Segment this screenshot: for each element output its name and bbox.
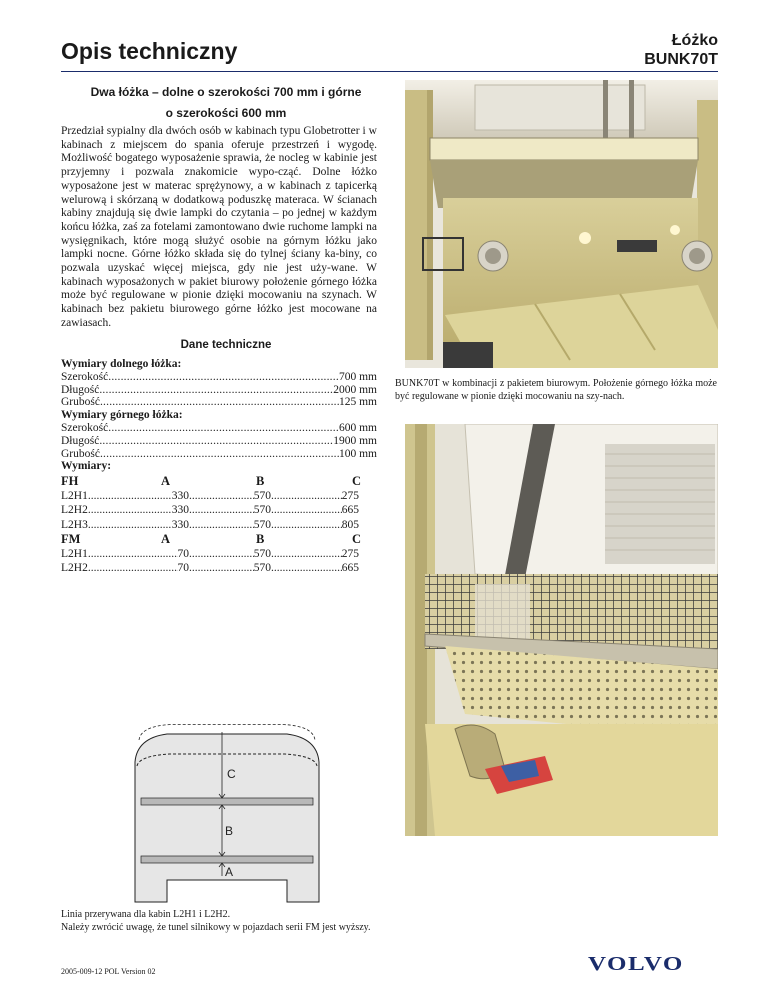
section-heading-line1: Dwa łóżka – dolne o szerokości 700 mm i górne xyxy=(90,85,362,99)
table-header-fm xyxy=(61,532,361,547)
col-header: FH xyxy=(61,474,79,488)
bunk-photo-cabin xyxy=(405,80,718,368)
value-b: 570 xyxy=(253,562,271,574)
col-header: C xyxy=(351,532,361,546)
spec-row xyxy=(61,371,377,384)
product-code: BUNK70T xyxy=(644,51,718,68)
spec-label: Szerokość xyxy=(61,421,109,434)
intro-paragraph: Przedział sypialny dla dwóch osób w kabinach typu Globetrotter i w kabinach z miejscem do spania oferuje przestrzeń i wygodę. Możliwość bogatego wyposażenie sprawia, że nocleg w kabinie jest przyjemny i pozwala znakomicie wypo-cząć. Dolne łóżko wyposażone jest w materac sprężynowy, a w kabinach z tapicerką welurową i skórzaną w dodatkową poduszkę materaca. W ścianach kabiny znajdują się dwie lampki do czytania – po jednej w każdym końcu łóżka, zaś za fotelami zamontowano dwie ruchome lampki na wysięgnikach, które mogą służyć osobie na górnym łóżku jako lampki nocne. Górne łóżko składa się do tylnej ściany ka-biny, co pozwala uzyskać więcej miejsca, gdy nie jest uży-wane. W kabinach wyposażonych w pakiet biurowy położenie górnego łóżka może być regulowane w pionie dzięki mocowaniu na szynach. W kabinach bez pakietu biurowego górne łóżko jest mocowane na zawiasach. xyxy=(61,125,377,329)
col-header: B xyxy=(256,474,265,488)
cab-code: L2H2 xyxy=(61,562,88,574)
spec-label: Grubość xyxy=(61,447,100,460)
value-c: 275 xyxy=(341,547,359,560)
spec-row xyxy=(61,435,377,448)
value-b: 570 xyxy=(253,518,271,531)
col-header: FM xyxy=(61,532,81,546)
dimensions-heading: Wymiary: xyxy=(61,460,112,473)
product-name-line1: Łóżko xyxy=(671,32,718,49)
cab-code: L2H1 xyxy=(61,547,88,560)
cab-code: L2H3 xyxy=(61,518,88,531)
spec-value: 600 mm xyxy=(338,421,377,434)
col-header: C xyxy=(351,474,361,488)
lower-bunk xyxy=(141,856,313,863)
col-header: A xyxy=(161,474,171,488)
spec-label: Szerokość xyxy=(61,370,109,383)
table-row xyxy=(61,547,361,562)
value-c: 805 xyxy=(341,518,359,531)
upper-bunk xyxy=(430,138,698,160)
spec-row xyxy=(61,422,377,435)
spec-label: Długość xyxy=(61,383,100,396)
label-a: A xyxy=(225,865,234,879)
tech-data-heading: Dane techniczne xyxy=(180,339,272,351)
page-title: Opis techniczny xyxy=(61,38,238,64)
upper-bed-heading: Wymiary górnego łóżka: xyxy=(61,409,183,422)
spec-row xyxy=(61,448,377,461)
spec-value: 700 mm xyxy=(338,370,377,383)
header-divider xyxy=(61,71,718,72)
label-c: C xyxy=(227,767,236,781)
diagram-caption-line1: Linia przerywana dla kabin L2H1 i L2H2. xyxy=(61,909,231,920)
spec-value: 2000 mm xyxy=(333,383,377,396)
document-reference: 2005-009-12 POL Version 02 xyxy=(61,967,156,976)
lower-bed-heading: Wymiary dolnego łóżka: xyxy=(61,358,182,370)
table-row xyxy=(61,561,361,576)
dimensions-table xyxy=(61,474,361,576)
photo-caption: BUNK70T w kombinacji z pakietem biurowym. Położenie górnego łóżka może być regulowane w pionie dzięki mocowaniu na szy-nach. xyxy=(395,378,717,402)
value-a: 70 xyxy=(177,547,189,560)
value-a: 330 xyxy=(171,489,189,502)
product-name xyxy=(644,31,718,69)
spec-label: Grubość xyxy=(61,396,100,409)
cab-code: L2H2 xyxy=(61,504,88,516)
upper-bunk xyxy=(141,798,313,805)
spec-row xyxy=(61,384,377,397)
value-a: 70 xyxy=(177,562,189,574)
spec-value: 100 mm xyxy=(338,447,377,460)
value-b: 570 xyxy=(253,547,271,560)
value-c: 665 xyxy=(341,562,359,574)
value-a: 330 xyxy=(171,518,189,531)
label-b: B xyxy=(225,824,234,838)
cab-code: L2H1 xyxy=(61,489,88,502)
col-header: B xyxy=(256,532,265,546)
value-c: 275 xyxy=(341,489,359,502)
spec-value: 125 mm xyxy=(338,396,377,409)
section-heading-beds xyxy=(61,82,391,124)
spec-label: Długość xyxy=(61,434,100,447)
bed-dimensions xyxy=(61,358,377,473)
diagram-caption-line2: Należy zwrócić uwagę, że tunel silnikowy w pojazdach serii FM jest wyższy. xyxy=(61,921,371,933)
cab-section-diagram xyxy=(127,724,327,906)
spec-value: 1900 mm xyxy=(333,434,377,447)
value-a: 330 xyxy=(171,504,189,516)
value-b: 570 xyxy=(253,489,271,502)
value-b: 570 xyxy=(253,504,271,516)
value-c: 665 xyxy=(341,504,359,516)
table-row xyxy=(61,518,361,533)
table-row xyxy=(61,489,361,504)
table-header-fh xyxy=(61,474,361,489)
curtain-left xyxy=(405,90,427,360)
section-heading-line2: o szerokości 600 mm xyxy=(165,106,287,120)
spec-row xyxy=(61,396,377,409)
table-row xyxy=(61,503,361,518)
diagram-caption xyxy=(61,909,391,934)
bunk-photo-office-package xyxy=(405,424,718,836)
col-header: A xyxy=(161,532,171,546)
volvo-logo: VOLVO xyxy=(588,953,684,976)
